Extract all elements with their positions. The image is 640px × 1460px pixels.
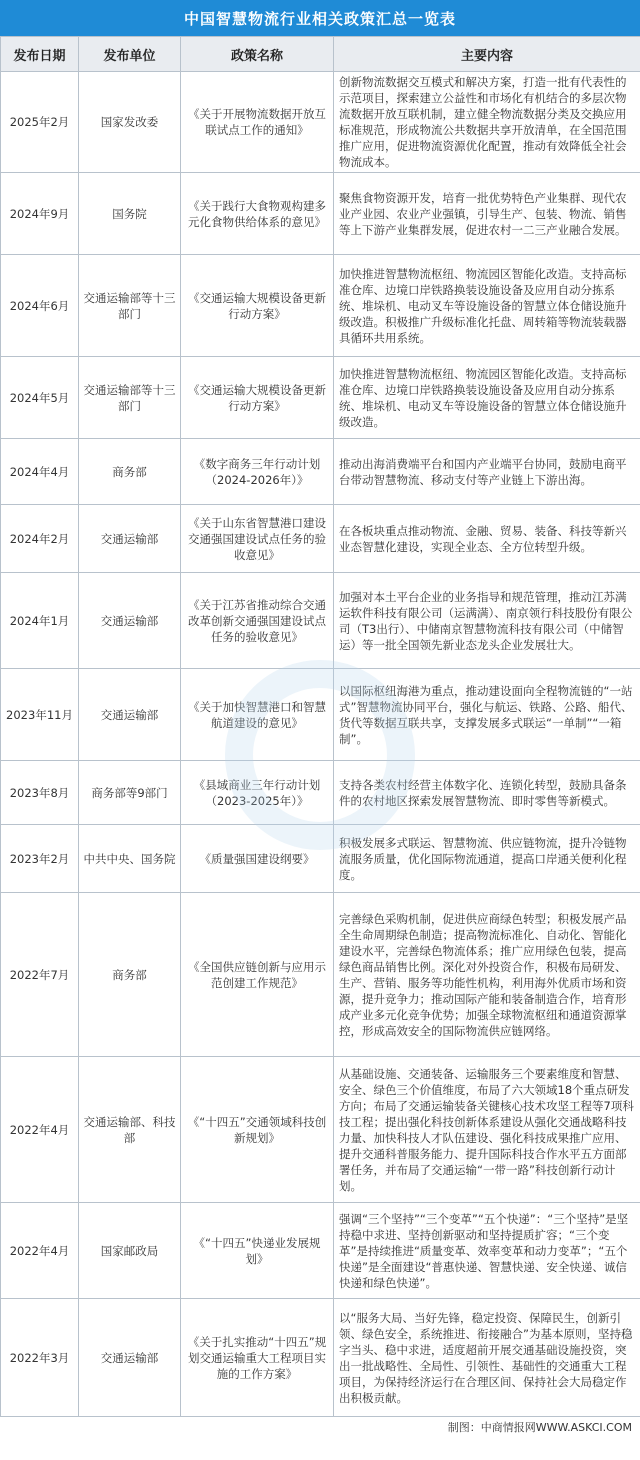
cell-content: 加快推进智慧物流枢纽、物流园区智能化改造。支持高标准仓库、边境口岸铁路换装设施设备及应用自动分拣系统、堆垛机、电动叉车等设施设备的智慧立体仓储设施升级改造。积极推广升级标准化托盘、周转箱等物流装载器具循环共用系统。	[334, 255, 640, 357]
cell-date: 2024年9月	[1, 173, 79, 255]
cell-date: 2024年6月	[1, 255, 79, 357]
cell-policy-name: 《“十四五”快递业发展规划》	[181, 1203, 334, 1299]
cell-policy-name: 《县域商业三年行动计划（2023-2025年）》	[181, 761, 334, 825]
table-row	[1, 439, 640, 505]
cell-policy-name: 《关于开展物流数据开放互联试点工作的通知》	[181, 72, 334, 173]
cell-org: 中共中央、国务院	[79, 825, 181, 893]
cell-content: 支持各类农村经营主体数字化、连锁化转型，鼓励具备条件的农村地区探索发展智慧物流、即时零售等新模式。	[334, 761, 640, 825]
cell-policy-name: 《交通运输大规模设备更新行动方案》	[181, 357, 334, 439]
cell-content: 加快推进智慧物流枢纽、物流园区智能化改造。支持高标准仓库、边境口岸铁路换装设施设备及应用自动分拣系统、堆垛机、电动叉车等设施设备的智慧立体仓储设施升级改造。	[334, 357, 640, 439]
cell-date: 2022年7月	[1, 893, 79, 1057]
table-row	[1, 669, 640, 761]
cell-date: 2024年5月	[1, 357, 79, 439]
cell-policy-name: 《交通运输大规模设备更新行动方案》	[181, 255, 334, 357]
cell-policy-name: 《全国供应链创新与应用示范创建工作规范》	[181, 893, 334, 1057]
source-credit: 制图：中商情报网WWW.ASKCI.COM	[447, 1421, 632, 1434]
cell-org: 商务部	[79, 893, 181, 1057]
cell-date: 2023年8月	[1, 761, 79, 825]
cell-content: 完善绿色采购机制，促进供应商绿色转型；积极发展产品全生命周期绿色制造；提高物流标准化、自动化、智能化建设水平，完善绿色物流体系；推广应用绿色包装，提高绿色商品销售比例。深化对外投资合作，积极布局研发、生产、营销、服务等功能性机构，利用海外优质市场和资源，提升竞争力；推动国际产能和装备制造合作，培育形成产业多元化竞争优势；加强全球物流枢纽和通道资源掌控，形成高效安全的国际物流供应链网络。	[334, 893, 640, 1057]
cell-policy-name: 《“十四五”交通领域科技创新规划》	[181, 1057, 334, 1203]
cell-content: 从基础设施、交通装备、运输服务三个要素维度和智慧、安全、绿色三个价值维度，布局了六大领域18个重点研发方向；布局了交通运输装备关键核心技术攻坚工程等7项科技工程；提出强化科技创新体系建设从强化交通战略科技力量、加快科技人才队伍建设、强化科技成果推广应用、提升交通科普服务能力、提升国际科技合作水平五方面部署任务，并布局了交通运输“一带一路”科技创新行动计划。	[334, 1057, 640, 1203]
cell-org: 商务部	[79, 439, 181, 505]
table-row	[1, 893, 640, 1057]
cell-date: 2025年2月	[1, 72, 79, 173]
table-row	[1, 505, 640, 573]
table-row	[1, 357, 640, 439]
cell-content: 积极发展多式联运、智慧物流、供应链物流，提升冷链物流服务质量，优化国际物流通道，提高口岸通关便利化程度。	[334, 825, 640, 893]
table-row	[1, 255, 640, 357]
header-content: 主要内容	[334, 37, 640, 72]
table-row	[1, 825, 640, 893]
cell-org: 交通运输部等十三部门	[79, 357, 181, 439]
cell-org: 交通运输部等十三部门	[79, 255, 181, 357]
table-row	[1, 173, 640, 255]
table-row	[1, 761, 640, 825]
table-title: 中国智慧物流行业相关政策汇总一览表	[0, 0, 640, 36]
cell-content: 以“服务大局、当好先锋，稳定投资、保障民生，创新引领、绿色安全，系统推进、衔接融合”为基本原则，坚持稳字当头、稳中求进，适度超前开展交通基础设施投资，突出一批战略性、全局性、引领性、基础性的交通重大工程项目，为保持经济运行在合理区间、保持社会大局稳定作出积极贡献。	[334, 1299, 640, 1417]
cell-policy-name: 《关于江苏省推动综合交通改革创新交通强国建设试点任务的验收意见》	[181, 573, 334, 669]
cell-org: 国家邮政局	[79, 1203, 181, 1299]
table-row	[1, 1203, 640, 1299]
cell-content: 聚焦食物资源开发，培育一批优势特色产业集群、现代农业产业园、农业产业强镇，引导生产、包装、物流、销售等上下游产业集群发展，促进农村一二三产业融合发展。	[334, 173, 640, 255]
table-row	[1, 1057, 640, 1203]
cell-policy-name: 《关于山东省智慧港口建设交通强国建设试点任务的验收意见》	[181, 505, 334, 573]
cell-content: 以国际枢纽海港为重点，推动建设面向全程物流链的“一站式”智慧物流协同平台，强化与航运、铁路、公路、船代、货代等数据互联共享，支撑发展多式联运“一单制”“一箱制”。	[334, 669, 640, 761]
policy-table	[0, 36, 640, 1417]
cell-org: 国家发改委	[79, 72, 181, 173]
header-org: 发布单位	[79, 37, 181, 72]
cell-date: 2024年1月	[1, 573, 79, 669]
header-row	[1, 37, 640, 72]
cell-policy-name: 《关于扎实推动“十四五”规划交通运输重大工程项目实施的工作方案》	[181, 1299, 334, 1417]
cell-org: 交通运输部	[79, 1299, 181, 1417]
cell-date: 2022年4月	[1, 1057, 79, 1203]
cell-policy-name: 《质量强国建设纲要》	[181, 825, 334, 893]
cell-org: 交通运输部、科技部	[79, 1057, 181, 1203]
header-policy-name: 政策名称	[181, 37, 334, 72]
cell-org: 交通运输部	[79, 505, 181, 573]
cell-content: 创新物流数据交互模式和解决方案，打造一批有代表性的示范项目，探索建立公益性和市场化有机结合的多层次物流数据开放互联机制，建立健全物流数据分类及交换应用标准规范，形成物流公共数据共享开放清单，在全国范围推广应用，促进物流资源优化配置，推动有效降低全社会物流成本。	[334, 72, 640, 173]
cell-date: 2024年2月	[1, 505, 79, 573]
cell-content: 加强对本土平台企业的业务指导和规范管理，推动江苏满运软件科技有限公司（运满满）、南京领行科技股份有限公司（T3出行）、中储南京智慧物流科技有限公司（中储智运）等一批全国领先新业态龙头企业发展壮大。	[334, 573, 640, 669]
cell-policy-name: 《数字商务三年行动计划（2024-2026年）》	[181, 439, 334, 505]
cell-date: 2024年4月	[1, 439, 79, 505]
cell-org: 交通运输部	[79, 669, 181, 761]
cell-date: 2023年11月	[1, 669, 79, 761]
cell-policy-name: 《关于加快智慧港口和智慧航道建设的意见》	[181, 669, 334, 761]
cell-org: 商务部等9部门	[79, 761, 181, 825]
cell-content: 推动出海消费端平台和国内产业端平台协同，鼓励电商平台带动智慧物流、移动支付等产业链上下游出海。	[334, 439, 640, 505]
cell-org: 国务院	[79, 173, 181, 255]
cell-date: 2023年2月	[1, 825, 79, 893]
cell-content: 强调“三个坚持”“三个变革”“五个快递”：“三个坚持”是坚持稳中求进、坚持创新驱动和坚持提质扩容；“三个变革”是持续推进“质量变革、效率变革和动力变革”；“五个快递”是全面建设“普惠快递、智慧快递、安全快递、诚信快递和绿色快递”。	[334, 1203, 640, 1299]
table-row	[1, 72, 640, 173]
header-date: 发布日期	[1, 37, 79, 72]
cell-policy-name: 《关于践行大食物观构建多元化食物供给体系的意见》	[181, 173, 334, 255]
table-row	[1, 573, 640, 669]
cell-date: 2022年3月	[1, 1299, 79, 1417]
cell-date: 2022年4月	[1, 1203, 79, 1299]
cell-org: 交通运输部	[79, 573, 181, 669]
cell-content: 在各板块重点推动物流、金融、贸易、装备、科技等新兴业态智慧化建设，实现全业态、全方位转型升级。	[334, 505, 640, 573]
table-row	[1, 1299, 640, 1417]
